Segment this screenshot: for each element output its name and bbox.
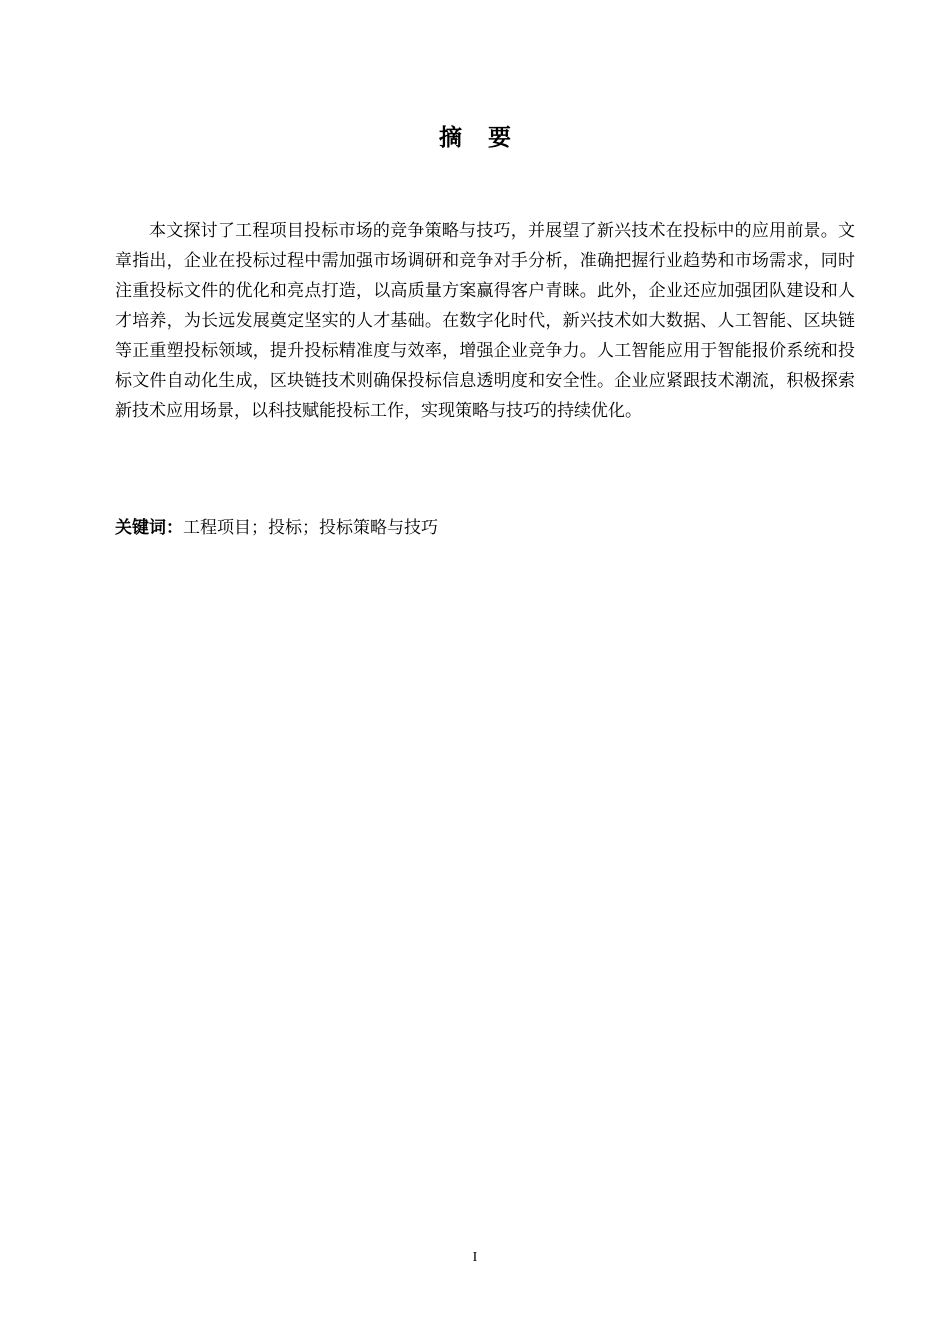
page-title: 摘要 — [439, 125, 537, 151]
keywords-value: 工程项目；投标；投标策略与技巧 — [183, 518, 438, 538]
abstract-paragraph: 本文探讨了工程项目投标市场的竞争策略与技巧，并展望了新兴技术在投标中的应用前景。文章指出，企业在投标过程中需加强市场调研和竞争对手分析，准确把握行业趋势和市场需求，同时注重投标文件的优化和亮点打造，以高质量方案赢得客户青睐。此外，企业还应加强团队建设和人才培养，为长远发展奠定坚实的人才基础。在数字化时代，新兴技术如大数据、人工智能、区块链等正重塑投标领域，提升投标精准度与效率，增强企业竞争力。人工智能应用于智能报价系统和投标文件自动化生成，区块链技术则确保投标信息透明度和安全性。企业应紧跟技术潮流，积极探索新技术应用场景，以科技赋能投标工作，实现策略与技巧的持续优化。 — [115, 221, 855, 421]
page-number: I — [472, 1250, 478, 1265]
keywords-line — [115, 514, 855, 542]
keywords-label: 关键词： — [115, 518, 183, 538]
